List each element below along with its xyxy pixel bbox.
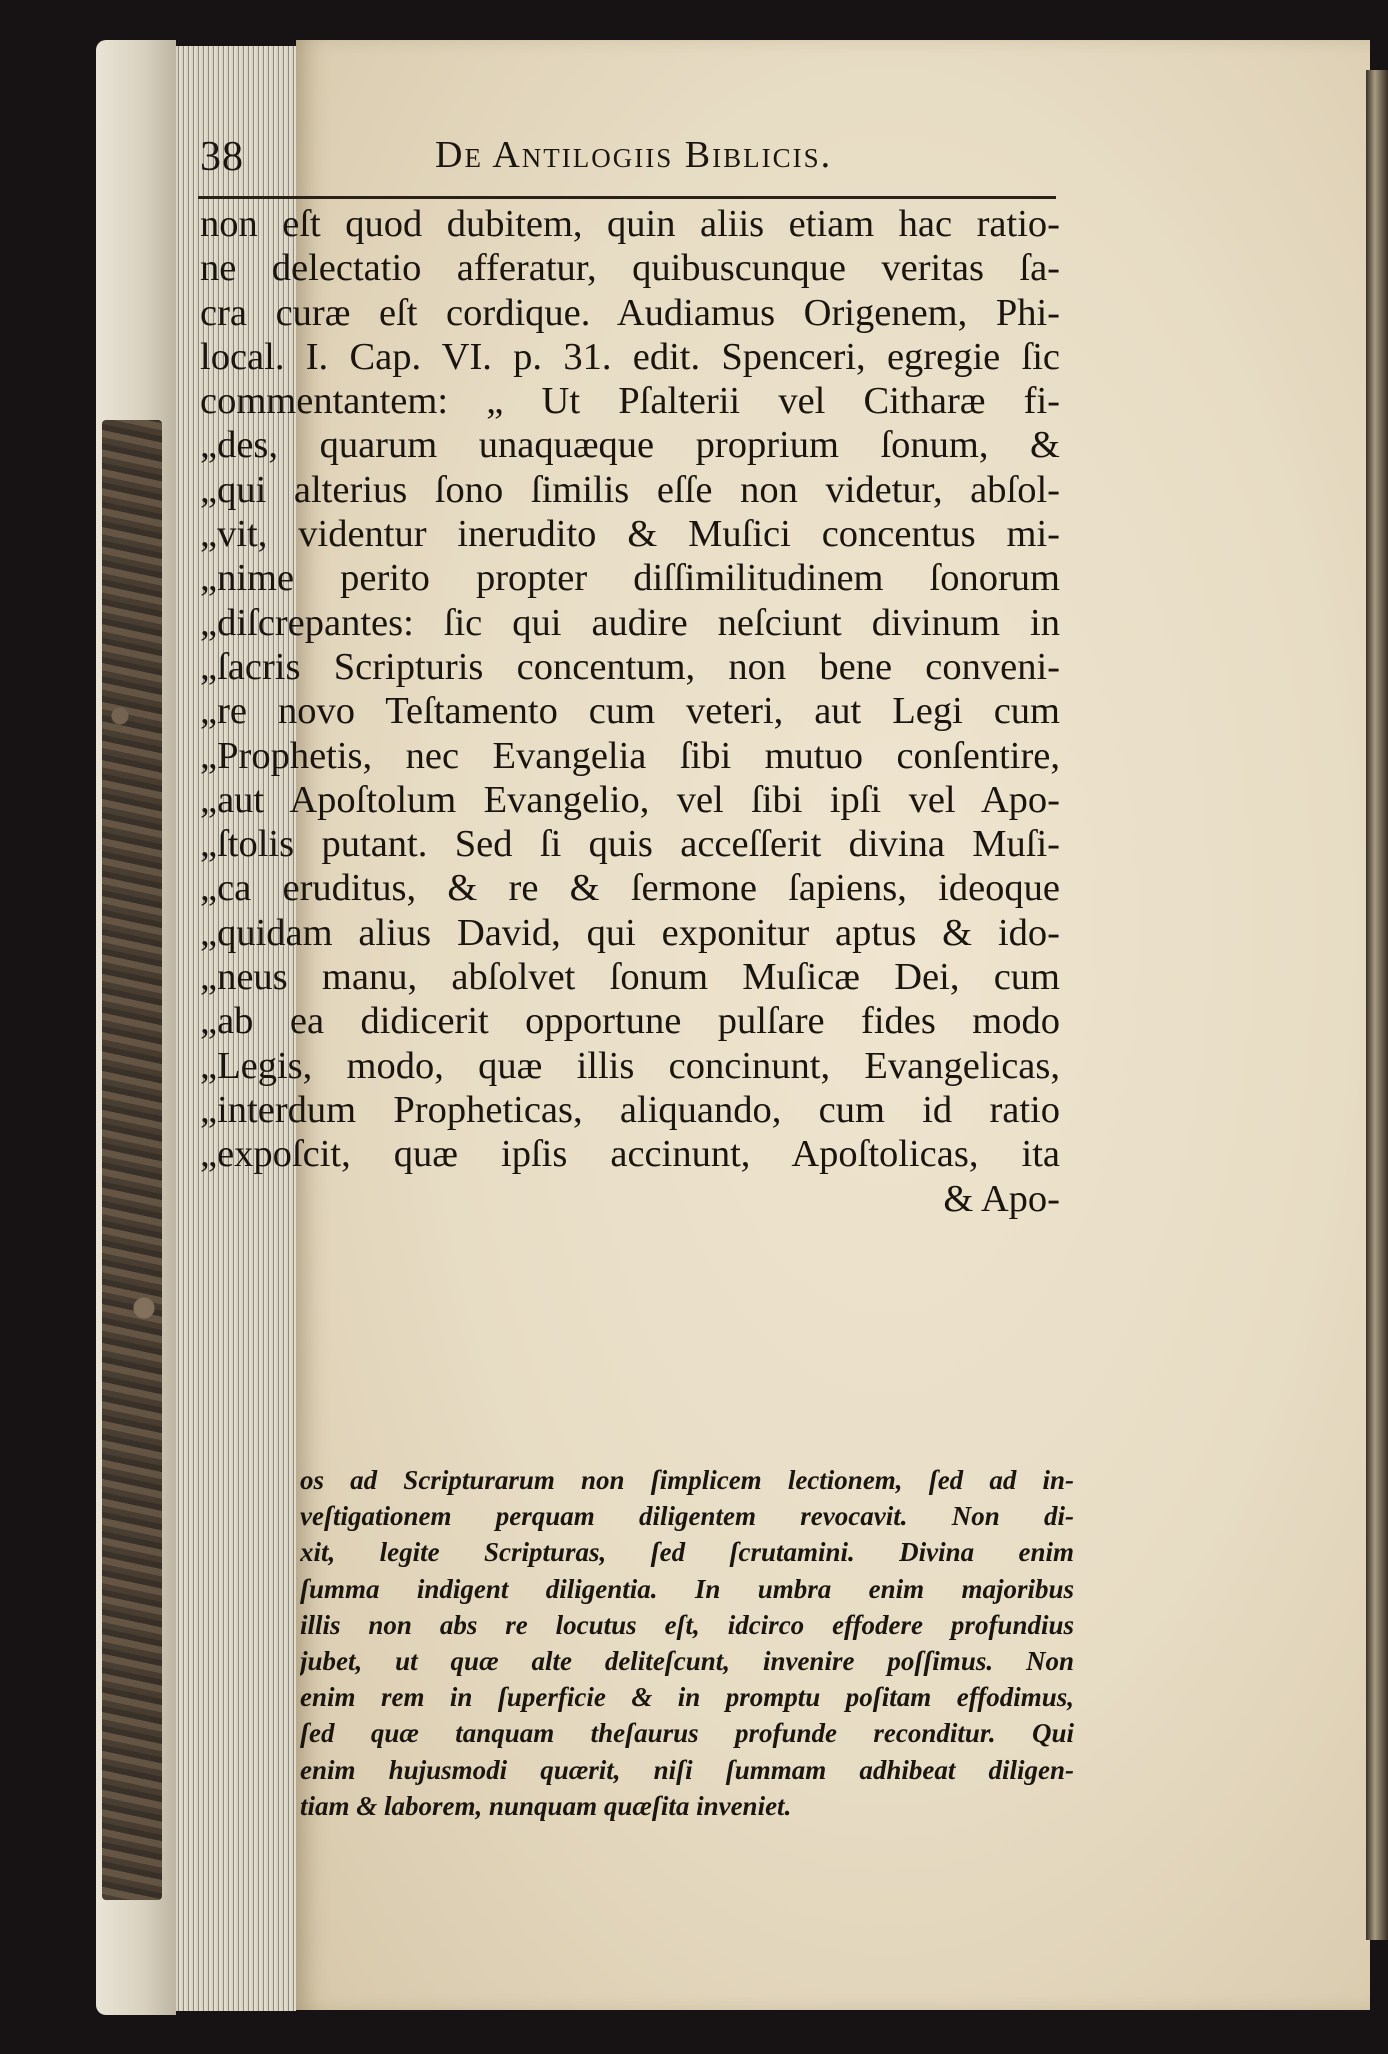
text-line: „aut Apoſtolum Evangelio, vel ſibi ipſi vel Apo-	[200, 778, 1060, 821]
text-line: „vit, videntur inerudito & Muſici concentus mi-	[200, 513, 1060, 556]
text-line: „interdum Propheticas, aliquando, cum id ratio	[200, 1088, 1060, 1131]
catchword: & Apo-	[943, 1177, 1060, 1220]
text-line: „expoſcit, quæ ipſis accinunt, Apoſtolicas, ita	[200, 1133, 1060, 1176]
text-line: „Legis, modo, quæ illis concinunt, Evangelicas,	[200, 1044, 1060, 1087]
text-line: non eſt quod dubitem, quin aliis etiam hac ratio-	[200, 203, 1060, 245]
right-page-edge	[1366, 70, 1388, 1940]
main-text	[200, 202, 1060, 1221]
text-line: „re novo Teſtamento cum veteri, aut Legi cum	[200, 690, 1060, 733]
text-line: „des, quarum unaquæque proprium ſonum, &	[200, 424, 1060, 467]
text-line: ne delectatio afferatur, quibuscunque veritas ſa-	[200, 247, 1060, 290]
footnote-line: veſtigationem perquam diligentem revocavit. Non di-	[300, 1501, 1074, 1532]
running-title: De Antilogiis Biblicis.	[435, 134, 833, 176]
text-line: „ab ea didicerit opportune pulſare fides modo	[200, 1000, 1060, 1043]
footnote	[300, 1462, 1074, 1824]
footnote-line: ſed quæ tanquam theſaurus profunde reconditur. Qui	[300, 1718, 1074, 1749]
footnote-line: illis non abs re locutus eſt, idcirco effodere profundius	[300, 1609, 1074, 1640]
text-line: „Prophetis, nec Evangelia ſibi mutuo conſentire,	[200, 734, 1060, 777]
page-number: 38	[200, 134, 244, 180]
footnote-line: ſumma indigent diligentia. In umbra enim majoribus	[300, 1573, 1074, 1604]
marbled-cover-edge	[102, 420, 162, 1900]
text-line: „ſacris Scripturis concentum, non bene conveni-	[200, 645, 1060, 688]
text-line: „quidam alius David, qui exponitur aptus & ido-	[200, 911, 1060, 954]
footnote-line: enim hujusmodi quærit, niſi ſummam adhibeat diligen-	[300, 1754, 1074, 1785]
text-line: local. I. Cap. VI. p. 31. edit. Spenceri, egregie ſic	[200, 335, 1060, 378]
footnote-line: xit, legite Scripturas, ſed ſcrutamini. Divina enim	[300, 1537, 1074, 1568]
text-line: „diſcrepantes: ſic qui audire neſciunt divinum in	[200, 601, 1060, 644]
text-line: „neus manu, abſolvet ſonum Muſicæ Dei, cum	[200, 956, 1060, 999]
text-line: commentantem: „ Ut Pſalterii vel Citharæ fi-	[200, 380, 1060, 423]
text-line: cra curæ eſt cordique. Audiamus Origenem, Phi-	[200, 291, 1060, 334]
header-rule	[198, 196, 1056, 199]
footnote-line: enim rem in ſuperficie & in promptu poſitam effodimus,	[300, 1682, 1074, 1713]
text-line: „qui alterius ſono ſimilis eſſe non videtur, abſol-	[200, 468, 1060, 511]
footnote-line: os ad Scripturarum non ſimplicem lectionem, ſed ad in-	[300, 1465, 1074, 1495]
text-line: „ca eruditus, & re & ſermone ſapiens, ideoque	[200, 867, 1060, 910]
footnote-line: tiam & laborem, nunquam quæſita inveniet.	[300, 1790, 792, 1821]
footnote-line: jubet, ut quæ alte deliteſcunt, invenire poſſimus. Non	[300, 1645, 1074, 1676]
text-line: „ſtolis putant. Sed ſi quis acceſſerit divina Muſi-	[200, 823, 1060, 866]
text-line: „nime perito propter diſſimilitudinem ſonorum	[200, 557, 1060, 600]
page-header	[200, 133, 1056, 189]
